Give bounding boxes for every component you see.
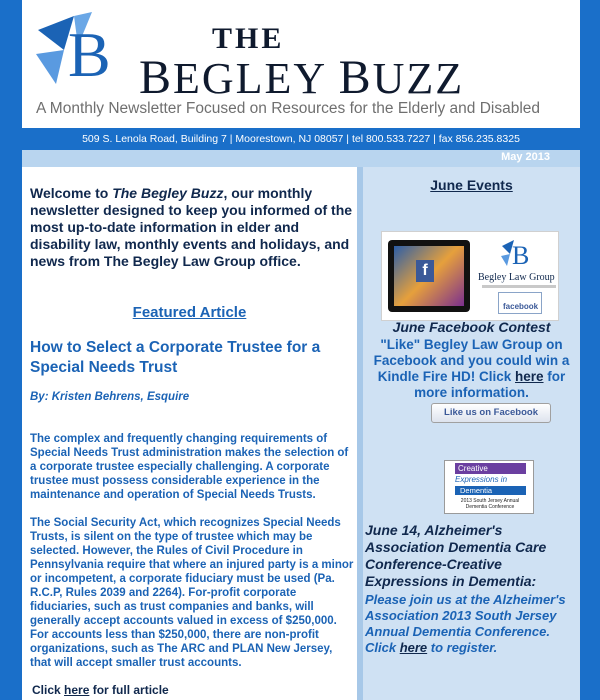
date-bar xyxy=(22,150,580,167)
begley-law-group-name: Begley Law Group xyxy=(478,272,555,283)
article-title: How to Select a Corporate Trustee for a Special Needs Trust xyxy=(30,339,321,376)
june-events-heading[interactable]: June Events xyxy=(430,177,513,193)
full-article-link[interactable]: here xyxy=(64,683,90,697)
kindle-tablet-icon: f xyxy=(388,240,470,312)
newsletter xyxy=(22,0,580,700)
kindle-promo-image[interactable] xyxy=(381,231,559,321)
sidebar xyxy=(363,167,580,700)
featured-article-heading[interactable]: Featured Article xyxy=(132,304,247,321)
article-paragraph: The complex and frequently changing requirements of Special Needs Trust administration makes the selection of a corporate trustee especially challenging. A corporate trustee must possess considerable experience in the maintenance and operation of Special Needs Trusts. xyxy=(30,433,349,501)
begley-b-logo-icon xyxy=(500,238,534,268)
facebook-contest-text: "Like" Begley Law Group on Facebook and you could win a Kindle Fire HD! Click here for more information. xyxy=(373,337,570,400)
masthead-subtitle: A Monthly Newsletter Focused on Resources for the Elderly and Disabled xyxy=(36,100,540,117)
begley-b-logo-icon xyxy=(34,10,124,92)
facebook-contest-heading: June Facebook Contest xyxy=(392,319,551,335)
article-paragraph: The Social Security Act, which recognizes Special Needs Trusts, is silent on the type of trustee which may be selected. However, the Rules of Civil Procedure in Pennsylvania require that where an injured party is a minor or incompetent, a corporate fiduciary must be used (Pa. R.C.P, Rules 2039 and 2264). For-profit corporate fiduciaries, such as trust companies and banks, will generally accept accounts valued in excess of $250,000. For accounts less than $250,000, there are non-profit organizations, such as The ARC and PLAN New Jersey, that will accept smaller trust accounts. xyxy=(30,517,354,669)
contact-bar: 509 S. Lenola Road, Building 7 | Moorestown, NJ 08057 | tel 800.533.7227 | fax 856.235.8325 xyxy=(22,128,580,150)
register-link[interactable]: here xyxy=(399,640,428,655)
svg-text:B: B xyxy=(512,241,530,268)
logo-tagline-line xyxy=(482,285,556,288)
welcome-text: Welcome to The Begley Buzz, our monthly newsletter designed to keep you informed of the most up-to-date information in elder and disability law, monthly events and holidays, and news from The Begley Law Group office. xyxy=(30,185,353,269)
facebook-contest-link[interactable]: here xyxy=(515,369,544,384)
svg-text:B: B xyxy=(68,19,111,90)
newsletter-header xyxy=(22,0,580,128)
alzheimers-conference-heading: June 14, Alzheimer's Association Dementia Care Conference-Creative Expressions in Dementia: xyxy=(365,522,547,589)
full-article-line: Click here for full article xyxy=(32,683,169,697)
alzheimers-conference-text: Please join us at the Alzheimer's Association 2013 South Jersey Annual Dementia Conference. Click here to register. xyxy=(365,592,566,655)
like-us-facebook-button[interactable]: Like us on Facebook xyxy=(431,403,551,423)
main-column xyxy=(22,167,357,700)
masthead-the: THE xyxy=(212,22,285,55)
facebook-badge: facebook xyxy=(498,292,542,314)
creative-expressions-logo[interactable]: Creative Expressions in Dementia 2013 South Jersey Annual Dementia Conference xyxy=(444,460,534,514)
issue-date: May 2013 xyxy=(501,151,550,163)
article-byline: By: Kristen Behrens, Esquire xyxy=(30,391,190,403)
masthead-title: BEGLEY BUZZ xyxy=(139,51,465,104)
